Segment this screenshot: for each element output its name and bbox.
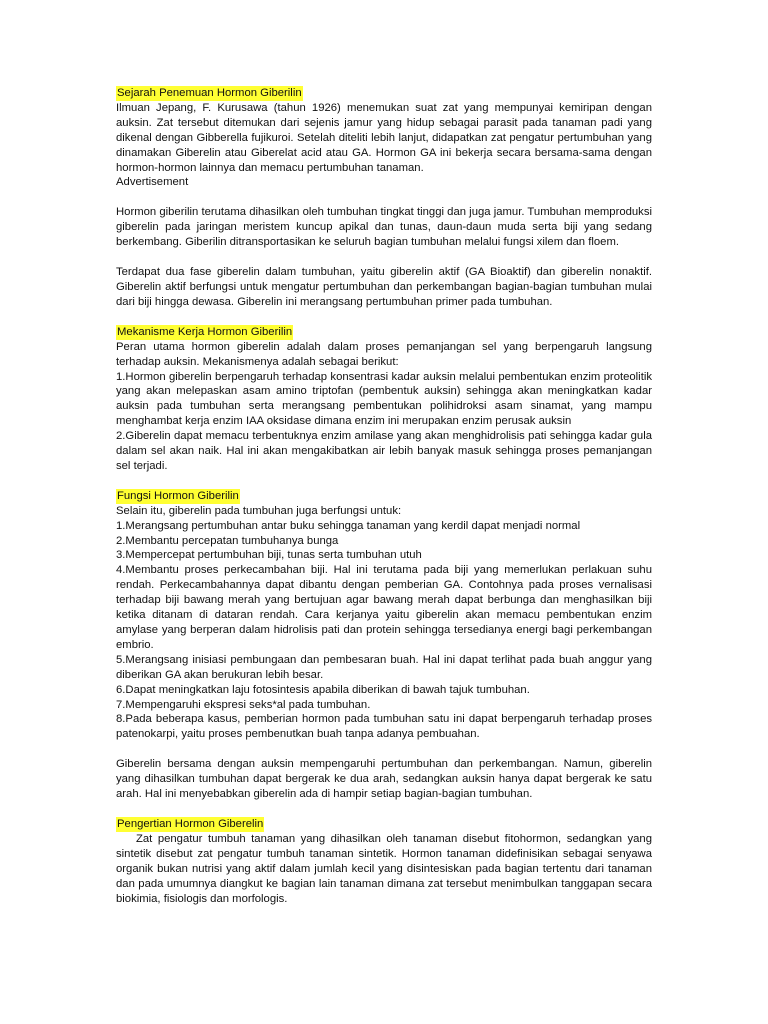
spacer — [116, 742, 652, 757]
spacer — [116, 250, 652, 265]
list-item-mekanisme-1: 1.Hormon giberelin berpengaruh terhadap konsentrasi kadar auksin melalui pembentukan enzim proteolitik yang akan melepaskan asam amino triptofan (pembentuk auksin) sehingga akan meningkatkan kadar auksin pada tumbuhan serta merangsang pembentukan polihidroksi asam sinamat, yang mampu menghambat kerja enzim IAA oksidase dimana enzim ini merupakan enzim perusak auksin — [116, 370, 652, 428]
section-heading-fungsi: Fungsi Hormon Giberilin — [117, 489, 239, 502]
list-item-fungsi-7: 7.Mempengaruhi ekspresi seks*al pada tumbuhan. — [116, 698, 371, 711]
section-sejarah — [116, 86, 652, 310]
spacer — [116, 310, 652, 325]
spacer — [116, 474, 652, 489]
list-item-fungsi-5: 5.Merangsang inisiasi pembungaan dan pembesaran buah. Hal ini dapat terlihat pada buah anggur yang diberikan GA akan berukuran lebih besar. — [116, 653, 652, 681]
section-pengertian — [116, 817, 652, 906]
section-mekanisme — [116, 325, 652, 474]
advertisement-label: Advertisement — [116, 176, 189, 189]
paragraph-sejarah-1: Ilmuan Jepang, F. Kurusawa (tahun 1926) menemukan suat zat yang mempunyai kemiripan dengan auksin. Zat tersebut ditemukan dari sejenis jamur yang hidup sebagai parasit pada tanaman padi yang dikenal dengan Gibberella fujikuroi. Setelah diteliti lebih lanjut, didapatkan zat pengatur pertumbuhan yang dinamakan Giberelin atau Giberelat acid atau GA. Hormon GA ini bekerja secara bersama-sama dengan hormon-hormon lainnya dan memacu pertumbuhan tanaman. — [116, 101, 652, 174]
section-heading-pengertian: Pengertian Hormon Giberelin — [117, 817, 264, 830]
paragraph-fungsi-after: Giberelin bersama dengan auksin mempengaruhi pertumbuhan dan perkembangan. Namun, giberelin yang dihasilkan tumbuhan dapat bergerak ke dua arah, sedangkan auksin hanya dapat bergerak ke satu arah. Hal ini menyebabkan giberelin ada di hampir setiap bagian-bagian tumbuhan. — [116, 758, 652, 801]
list-item-fungsi-4: 4.Membantu proses perkecambahan biji. Hal ini terutama pada biji yang memerlukan perlakuan suhu rendah. Perkecambahannya dapat dibantu dengan pemberian GA. Contohnya pada proses vernalisasi terhadap biji bawang merah yang bertujuan agar bawang merah dapat berbunga dan menghasilkan biji ketika ditanam di dataran rendah. Cara kerjanya yaitu giberelin akan memacu pembentukan enzim amylase yang berperan dalam hidrolisis pati dan protein sehingga tersedianya energi bagi perkembangan embrio. — [116, 564, 652, 651]
section-heading-mekanisme: Mekanisme Kerja Hormon Giberilin — [117, 325, 293, 338]
paragraph-sejarah-3: Terdapat dua fase giberelin dalam tumbuhan, yaitu giberelin aktif (GA Bioaktif) dan giberelin nonaktif. Giberelin aktif berfungsi untuk mengatur pertumbuhan dan perkembangan bagian-bagian tumbuhan mulai dari biji hingga dewasa. Giberelin ini merangsang pertumbuhan primer pada tumbuhan. — [116, 266, 652, 308]
list-item-fungsi-1: 1.Merangsang pertumbuhan antar buku sehingga tanaman yang kerdil dapat menjadi normal — [116, 519, 581, 532]
list-item-fungsi-8: 8.Pada beberapa kasus, pemberian hormon pada tumbuhan satu ini dapat berpengaruh terhadap proses patenokarpi, yaitu proses pembenutkan buah tanpa adanya pembuahan. — [116, 713, 652, 741]
list-item-fungsi-3: 3.Mempercepat pertumbuhan biji, tunas serta tumbuhan utuh — [116, 549, 422, 562]
spacer — [116, 802, 652, 817]
list-item-mekanisme-2: 2.Giberelin dapat memacu terbentuknya enzim amilase yang akan menghidrolisis pati sehingga kadar gula dalam sel akan naik. Hal ini akan mengakibatkan air lebih banyak masuk sehingga proses pemanjangan sel terjadi. — [116, 430, 652, 472]
section-heading-sejarah: Sejarah Penemuan Hormon Giberilin — [117, 87, 302, 99]
spacer — [116, 190, 652, 205]
paragraph-sejarah-2: Hormon giberilin terutama dihasilkan oleh tumbuhan tingkat tinggi dan juga jamur. Tumbuhan memproduksi giberelin pada jaringan meristem kuncup apikal dan tunas, daun-daun muda serta biji yang sedang berkembang. Giberilin ditransportasikan ke seluruh bagian tumbuhan melalui fungsi xilem dan floem. — [116, 206, 652, 249]
list-item-fungsi-6: 6.Dapat meningkatkan laju fotosintesis apabila diberikan di bawah tajuk tumbuhan. — [116, 683, 530, 696]
list-item-fungsi-2: 2.Membantu percepatan tumbuhanya bunga — [116, 534, 339, 547]
paragraph-pengertian-1: Zat pengatur tumbuh tanaman yang dihasilkan oleh tanaman disebut fitohormon, sedangkan yang sintetik disebut zat pengatur tumbuh tanaman sintetik. Hormon tanaman didefinisikan sebagai senyawa organik bukan nutrisi yang aktif dalam jumlah kecil yang disintesiskan pada bagian tertentu dari tanaman dan pada umumnya diangkut ke bagian lain tanaman dimana zat tersebut menimbulkan tanggapan secara biokimia, fisiologis dan morfologis. — [116, 832, 652, 905]
paragraph-mekanisme-intro: Peran utama hormon giberelin adalah dalam proses pemanjangan sel yang berpengaruh langsung terhadap auksin. Mekanismenya adalah sebagai berikut: — [116, 340, 652, 368]
paragraph-fungsi-intro: Selain itu, giberelin pada tumbuhan juga berfungsi untuk: — [116, 504, 402, 517]
section-fungsi — [116, 489, 652, 802]
